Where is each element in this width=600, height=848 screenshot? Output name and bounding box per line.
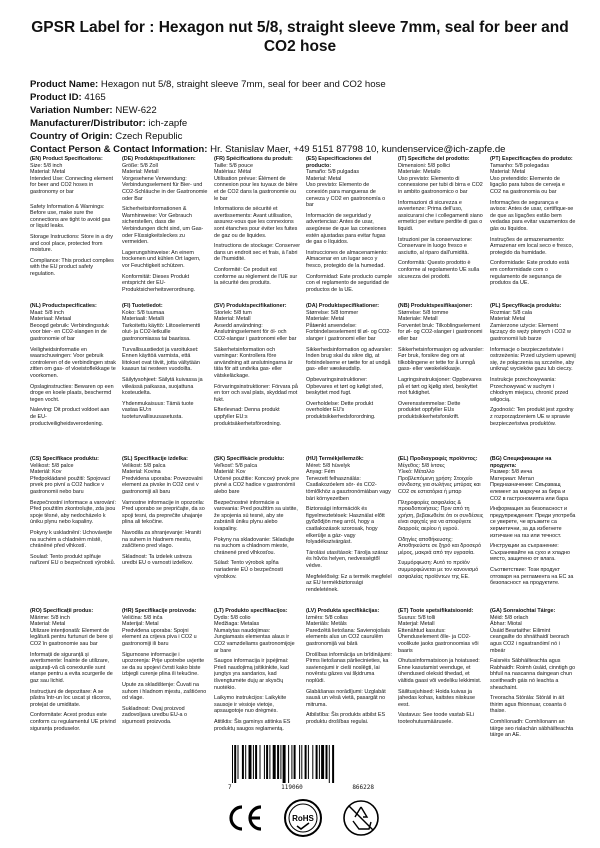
spec-line: Bezpečnostní informace a varování: Před použitím zkontrolujte, zda jsou spoje těsné, aby nedocházelo k úniku plynu nebo kapaliny. [30, 499, 116, 526]
spec-line: Lagerungshinweise: An einem trockenen und kühlen Ort lagern, vor Feuchtigkeit schützen. [122, 249, 201, 269]
spec-line: Material: Kovina [122, 469, 161, 476]
spec-line: Treoracha Stórála: Stóráil in áit thirim agus fhionnuar, cosanta ó thaise. [490, 695, 567, 715]
spec-line: Størrelse: 5/8 tommer [306, 309, 359, 316]
spacer [398, 726, 484, 730]
info-label: Variation Number: [30, 105, 113, 116]
spec-line: Informații de siguranță și avertismente: Înainte de utilizare, asigurați-vă că conexiunile sunt etanșe pentru a evita scurgerile de gaz sau lichid. [30, 651, 113, 684]
spec-heading: (ES) Especificaciones del producto: [306, 156, 372, 169]
spec-line: Material: Metal [30, 169, 66, 176]
spec-line: Materiał: Metal [490, 316, 526, 323]
spec-line: Pokyny k uskladnění: Uchovávejte na suchém a chladném místě, chráněné před vlhkostí. [30, 529, 113, 550]
spec-line: Faisnéis Sábháilteachta agus Rabhaidh: Roimh úsáid, cinntigh go bhfuil na nascanna daingean chun sceitheadh gáis nó leachta a sheachaint. [490, 658, 576, 691]
info-row [30, 104, 590, 117]
barcode-bar [283, 745, 286, 783]
barcode-bar [273, 745, 276, 779]
spacer [30, 732, 116, 736]
spec-line: Material: Metall [214, 316, 251, 323]
spec-line: Tervezett felhasználás: Csatlakozóelem sör- és CO2-tömlőkhöz a gasztronómiában vagy bári környezetben [306, 475, 391, 502]
spec-column [398, 456, 484, 626]
spec-line: Bezpečnostné informácie a varovania: Pred použitím sa uistite, že spojenia sú tesné, aby ste zabránili úniku plynu alebo kvapaliny. [214, 499, 298, 532]
spec-line: Conformité: Ce produit est conforme au règlement de l'UE sur la sécurité des produits. [214, 266, 298, 287]
spec-line: Numatytas naudojimas: Jungiamasis elementas alaus ir CO2 vamzdeliams gastronomijoje ar bare [214, 627, 295, 654]
spec-line: Předpokládané použití: Spojovací prvek pro pivní a CO2 hadice v gastronomii nebo baru [30, 475, 111, 495]
spec-line: Säilytysohjeet: Säilytä kuivassa ja viileässä paikassa, suojattuna kosteudelta. [122, 376, 203, 397]
spacer [398, 280, 484, 284]
spec-line: Προβλεπόμενη χρήση: Στοιχείο σύνδεσης για σωλήνες μπύρας και CO2 σε εστιατόρια ή μπαρ [398, 475, 481, 495]
spec-line: Υλικό: Μέταλλο [398, 469, 435, 476]
spec-heading: (GA) Sonraíochtaí Táirge: [490, 608, 556, 614]
spec-line: Yhdenmukaisuus: Tämä tuote vastaa EU:n tuoteturvallisuusasetusta. [122, 400, 194, 420]
spec-column [306, 456, 392, 626]
spacer [490, 739, 576, 743]
spec-column [214, 456, 300, 626]
spec-line: Lagringsinstruksjoner: Oppbevares på et tørt og kjølig sted, beskyttet mot fuktighet. [398, 376, 482, 397]
barcode [228, 745, 374, 783]
spec-line: Materiale: Metallo [398, 169, 441, 176]
spacer [30, 427, 116, 431]
spacer [306, 421, 392, 425]
spec-line: Naleving: Dit product voldoet aan de EU-productveiligheidsverordening. [30, 407, 110, 427]
spec-line: Materiál: Kov [214, 469, 246, 476]
spec-line: Tamaño: 5/8 pulgadas [306, 169, 360, 176]
spec-heading: (NL) Productspecificaties: [30, 303, 97, 309]
spec-line: Mărime: 5/8 inch [30, 614, 70, 621]
spec-line: Biztonsági információk és figyelmeztetések: Használat előtt győződjön meg arról, hogy a csatlakozások szorosak, hogy elkerülje a gáz- vagy folyadékszivárgást. [306, 506, 385, 546]
spec-line: Pokyny na skladovanie: Skladujte na suchom a chladnom mieste, chránené pred vlhkosťou. [214, 536, 295, 556]
barcode-bar [277, 745, 279, 779]
barcode-bar [234, 745, 236, 783]
spec-line: Conformitate: Acest produs este conform cu regulamentul UE privind siguranța produselor. [30, 712, 116, 732]
spec-line: Veličina: 5/8 inča [122, 614, 163, 621]
spec-line: Conformità: Questo prodotto è conforme al regolamento UE sulla sicurezza dei prodotti. [398, 260, 480, 280]
spec-line: Laikymo instrukcijos: Laikykite sausoje ir vėsioje vietoje, apsaugotoje nuo drėgmės. [214, 695, 287, 715]
spec-line: Материал: Метал [490, 475, 534, 482]
spec-line: Ohutusinformatsioon ja hoiatused: Enne kasutamist veenduge, et ühendused oleksid tihedad, et vältida gaasi või vedeliku lekkimist. [398, 658, 482, 684]
spec-line: Predvidena uporaba: Povezovalni element za pivske in CO2 cevi v gastronomiji ali baru [122, 475, 203, 495]
spec-line: Suurus: 5/8 tolli [398, 614, 436, 621]
spec-line: Méid: 5/8 orlach [490, 614, 529, 621]
spec-line: Säilitusjuhised: Hoida kuivas ja jahedas kohas, kaitstes niiskuse eest. [398, 688, 476, 708]
spec-line: Veiligheidsinformatie en waarschuwingen: Voor gebruik controleren of de verbindingen strak zitten om gas- of vloeistoflekkage te voorkomen. [30, 346, 116, 379]
barcode-bar [260, 745, 261, 779]
barcode-digit-group: 119060 [281, 784, 303, 791]
spec-heading: (PT) Especificações do produto: [490, 156, 573, 162]
spec-line: Informations de sécurité et avertissements: Avant utilisation, assurez-vous que les connexions sont étanches pour éviter les fuites de gaz ou de liquides. [214, 206, 298, 239]
spec-line: Размер: 5/8 инча [490, 469, 533, 476]
spec-line: Informacje o bezpieczeństwie i ostrzeżenia: Przed użyciem upewnij się, że połączenia są szczelne, aby uniknąć wycieków gazu lub cieczy. [490, 346, 576, 373]
spec-line: Overholdelse: Dette produkt overholder EU's produktsikkerhedsforordning. [306, 400, 376, 420]
spec-line: Zamierzone użycie: Element łączący do węży piwnych i CO2 w gastronomii lub barze [490, 322, 571, 342]
spec-line: Navodila za shranjevanje: Hraniti na suhem in hladnem mestu, zaščiteno pred vlago. [122, 529, 201, 550]
spec-line: Úsáid Beartaithe: Eilimint ceangailte do shnáthaidí beorach agus CO2 i ngastranóimí nó i mbeár [490, 627, 570, 654]
spacer [30, 278, 116, 282]
spec-heading: (BG) Спецификации на продукта: [490, 456, 552, 469]
barcode-bar [319, 745, 320, 779]
spec-column [30, 608, 116, 778]
spec-line: Velikost: 5/8 palce [30, 462, 74, 469]
spec-line: Ábhar: Miotal [490, 621, 522, 628]
svg-text:RoHS: RoHS [292, 814, 314, 823]
spec-line: Πληροφορίες ασφαλείας & προειδοποιήσεις: Πριν από τη χρήση, βεβαιωθείτε ότι οι συνδέσεις είναι σφιχτές για να αποφύγετε διαρροές αερίου ή υγρού. [398, 499, 484, 532]
barcode-bar [255, 745, 257, 779]
spec-line: Vastavus: See toode vastab ELi tooteohutusmäärusele. [398, 712, 475, 725]
spec-heading: (SK) Špecifikácie produktu: [214, 456, 285, 462]
info-row [30, 143, 590, 156]
spec-column [306, 156, 392, 326]
spec-line: Méret: 5/8 hüvelyk [306, 462, 351, 469]
spec-line: Velikost: 5/8 palca [122, 462, 166, 469]
spec-line: Conformidade: Este produto está em conformidade com o regulamento de segurança de produtos da UE. [490, 260, 570, 287]
spacer [214, 732, 300, 736]
spec-column [490, 303, 576, 473]
spec-line: Sikkerhetsinformasjon og advarsler: Før bruk, forsikre deg om at tilkoblingene er tette for å unngå gass- eller væskelekkasje. [398, 346, 484, 373]
spacer [214, 427, 300, 431]
spec-line: Materiaali: Metalli [122, 316, 164, 323]
ce-mark-icon [225, 798, 265, 838]
spec-heading: (RO) Specificații produs: [30, 608, 94, 614]
spec-line: Atbilstība: Šis produkts atbilst ES produktu drošības regulai. [306, 712, 386, 725]
spec-line: Materiāls: Metāls [306, 621, 347, 628]
spacer [214, 580, 300, 584]
spec-column [214, 156, 300, 326]
spec-line: Informações de segurança e avisos: Antes de usar, certifique-se de que as ligações estão bem vedadas para evitar vazamentos de gás ou líquidos. [490, 199, 576, 232]
spacer [398, 421, 484, 425]
spec-line: Materiál: Kov [30, 469, 62, 476]
spec-line: Drošības informācija un brīdinājumi: Pirms lietošanas pārliecinieties, ka savienojumi ir cieši noslēgti, lai novērstu gāzes vai šķidruma noplūdi. [306, 651, 392, 684]
spec-line: Paredzētā lietošana: Savienojošais elements alus un CO2 caurulēm gastronomijā vai bārā [306, 627, 390, 647]
info-row [30, 117, 590, 130]
spec-heading: (EL) Προδιαγραφές προϊόντος: [398, 456, 478, 462]
spec-line: Opbevaringsinstruktioner: Opbevares et tørt og køligt sted, beskyttet mod fugt. [306, 376, 383, 397]
spec-line: Avsedd användning: Anslutningselement för öl- och CO2-slangar i gastronomi eller bar [214, 322, 297, 342]
spec-line: Anyag: Fém [306, 469, 336, 476]
spec-line: Συμμόρφωση: Αυτό το προϊόν συμμορφώνεται με τον κανονισμό ασφαλείας προϊόντων της ΕΕ. [398, 560, 479, 580]
info-value: 4165 [84, 92, 106, 103]
spec-line: Soulad: Tento produkt splňuje nařízení EU o bezpečnosti výrobků. [30, 553, 116, 567]
info-value: Hexagon nut 5/8, straight sleeve 7mm, seal for beer and CO2 hose [100, 79, 386, 90]
info-value: Czech Republic [115, 131, 183, 142]
barcode-bar [308, 745, 309, 779]
spec-line: Instrucciones de almacenamiento: Almacenar en un lugar seco y fresco, protegido de la humedad. [306, 249, 388, 269]
spec-column [398, 303, 484, 473]
spec-line: Instruções de armazenamento: Armazenar em local seco e fresco, protegido da humidade. [490, 236, 573, 256]
spec-column [122, 456, 208, 626]
spec-line: Materijal: Metal [122, 621, 159, 628]
barcode-bar [329, 745, 330, 783]
spec-line: Veľkosť: 5/8 palca [214, 462, 258, 469]
spec-block [30, 156, 582, 326]
spec-heading: (HR) Specifikacije proizvoda: [122, 608, 197, 614]
barcode-bar [242, 745, 244, 779]
spec-line: Overensstemmelse: Dette produktet oppfyller EUs produktsikkerhetsforskrift. [398, 400, 461, 420]
spec-line: Uso pretendido: Elemento de ligação para tubos de cerveja e CO2 na gastronomia ou bar [490, 175, 565, 195]
spec-line: Sikkerhedsinformation og advarsler: Inden brug skal du sikre dig, at forbindelserne er tætte for at undgå gas- eller væskeudslip. [306, 346, 392, 373]
spec-column [214, 303, 300, 473]
spec-heading: (NB) Produktspesifikasjoner: [398, 303, 473, 309]
info-label: Country of Origin: [30, 131, 113, 142]
spec-line: Sigurnosne informacije i upozorenja: Prije upotrebe uvjerite se da su spojevi čvrsti kako biste izbjegli curenje plina ili tekućine. [122, 651, 205, 678]
spec-line: Glabāšanas norādījumi: Uzglabāt sausā un vēsā vietā, pasargāt no mitruma. [306, 688, 386, 708]
barcode-bar [291, 745, 292, 779]
spec-heading: (DE) Produktspezifikationen: [122, 156, 196, 162]
spacer [398, 580, 484, 584]
spec-column [306, 303, 392, 473]
spec-line: Materjal: Metall [398, 621, 435, 628]
spec-line: Upute za skladištenje: Čuvati na suhom i hladnom mjestu, zaštićeno od vlage. [122, 681, 207, 702]
spec-line: Conformidad: Este producto cumple con el reglamento de seguridad de productos de la UE. [306, 273, 392, 293]
spec-line: Koko: 5/8 tuumaa [122, 309, 165, 316]
spec-line: Predviđena uporaba: Spojni element za crijeva piva i CO2 u gastronomiji ili baru [122, 627, 197, 647]
spec-line: Compliance: This product complies with the EU product safety regulation. [30, 257, 114, 277]
spec-heading: (FR) Spécifications du produit: [214, 156, 293, 162]
spec-line: Предназначение: Свързващ елемент за маркучи за бира и CO2 в гастрономията или бара [490, 482, 569, 502]
spec-heading: (IT) Specifiche del prodotto: [398, 156, 470, 162]
spec-line: Matériau: Métal [214, 169, 252, 176]
spec-line: Size: 5/8 inch [30, 162, 63, 169]
info-value: ich-zapfe [148, 118, 188, 129]
spec-line: Størrelse: 5/8 tomme [398, 309, 449, 316]
spec-heading: (SL) Specifikacije izdelka: [122, 456, 188, 462]
barcode-bar [301, 745, 302, 779]
info-label: Product Name: [30, 79, 99, 90]
spec-line: Rozmiar: 5/8 cala [490, 309, 532, 316]
spec-line: Izmērs: 5/8 collas [306, 614, 348, 621]
spec-line: Tárolási utasítások: Tárolja száraz és hűvös helyen, nedvességtől védve. [306, 549, 388, 569]
rohs-icon [283, 798, 323, 838]
barcode-bar [253, 745, 254, 779]
spec-column [30, 156, 116, 326]
spec-line: Konformität: Dieses Produkt entspricht der EU-Produktsicherheitsverordnung. [122, 273, 196, 293]
spec-column [490, 456, 576, 626]
spec-line: Instrucțiuni de depozitare: A se păstra într-un loc uscat și răcoros, protejat de umiditate. [30, 688, 112, 708]
spec-column [398, 156, 484, 326]
spec-line: Съответствие: Този продукт отговаря на регламента на ЕС за безопасност на продуктите. [490, 566, 574, 587]
spec-line: Storlek: 5/8 tum [214, 309, 252, 316]
spec-column [490, 156, 576, 326]
spec-line: Instructions de stockage: Conserver dans un endroit sec et frais, à l'abri de l'humidité. [214, 243, 300, 263]
spec-column [122, 156, 208, 326]
spec-line: Turvallisuustiedot ja varoitukset: Ennen käyttöä varmista, että liitokset ovat tiiviit, jotta vältytään kaasun tai nesteen vuodoilta. [122, 346, 200, 373]
barcode-digit-group: 7 [228, 784, 232, 791]
spec-line: Istruzioni per la conservazione: Conservare in luogo fresco e asciutto, al riparo dall'umidità. [398, 236, 473, 256]
spec-line: Vorgesehene Verwendung: Verbindungselement für Bier- und CO2-Schläuche in der Gastronomie oder Bar [122, 175, 208, 202]
barcode-bar [249, 745, 252, 779]
barcode-bar [316, 745, 318, 779]
spec-line: Megfelelőség: Ez a termék megfelel az EU termékbiztonsági rendeletének. [306, 573, 392, 593]
spec-heading: (HU) Termékjellemzők: [306, 456, 364, 462]
spec-line: Инструкции за съхранение: Съхранявайте на сухо и хладно място, защитено от влага. [490, 543, 571, 563]
spec-line: Forventet bruk: Tilkoblingselement for øl- og CO2-slanger i gastronomi eller bar [398, 322, 483, 342]
barcode-bar [232, 745, 233, 783]
info-row [30, 91, 590, 104]
spec-line: Určené použitie: Koncový prvok pre pivné a CO2 hadice v gastronómii alebo bare [214, 475, 300, 495]
spec-line: Storage Instructions: Store in a dry and cool place, protected from moisture. [30, 233, 113, 254]
spec-line: Saugos informacija ir įspėjimai: Prieš naudojimą įsitikinkite, kad jungtys yra sandarios, kad išvengtumėte dujų ar skysčių nuotėkio. [214, 658, 289, 691]
spec-line: Materiale: Metall [398, 316, 438, 323]
barcode-bar [269, 745, 270, 779]
spec-heading: (FI) Tuotetiedot: [122, 303, 163, 309]
spec-line: Materiaal: Metaal [30, 316, 72, 323]
spacer [306, 293, 392, 297]
info-label: Product ID: [30, 92, 82, 103]
spec-line: Οδηγίες αποθήκευσης: Αποθηκεύστε σε ξηρό και δροσερό μέρος, μακριά από την υγρασία. [398, 536, 482, 556]
spec-heading: (EN) Product Specifications: [30, 156, 103, 162]
spec-line: Dimensioni: 5/8 pollici [398, 162, 451, 169]
spec-line: Comhlíonadh: Comhlíonann an táirge seo rialachán sábháilteachta táirge an AE. [490, 718, 574, 739]
spec-line: Atitiktis: Šis gaminys atitinka ES produktų saugos reglamentą. [214, 718, 291, 732]
barcode-bar [264, 745, 265, 779]
spec-line: Skladnost: Ta izdelek ustreza uredbi EU o varnosti izdelkov. [122, 553, 193, 567]
spacer [122, 293, 208, 297]
info-label: Manufacturer/Distributor: [30, 118, 146, 129]
barcode-bar [332, 745, 334, 783]
barcode-bar [326, 745, 328, 779]
spec-line: Zgodność: Ten produkt jest zgodny z rozporządzeniem UE w sprawie bezpieczeństwa produktów. [490, 407, 574, 427]
barcode-digits [228, 784, 374, 791]
spacer [490, 587, 576, 591]
spec-heading: (LT) Produkto specifikacijos: [214, 608, 288, 614]
barcode-bar [321, 745, 324, 779]
barcode-bar [294, 745, 296, 779]
spec-column [122, 608, 208, 778]
spec-heading: (LV) Produkta specifikācijas: [306, 608, 380, 614]
spec-line: Μέγεθος: 5/8 ίντσες [398, 462, 445, 469]
spec-line: Instrukcje przechowywania: Przechowywać w suchym i chłodnym miejscu, chronić przed wilgocią. [490, 376, 569, 403]
barcode-bar [305, 745, 307, 779]
spec-line: Beoogd gebruik: Verbindingsstuk voor bier- en CO2-slangen in de gastronomie of bar [30, 322, 109, 342]
info-value: Hr. Stanislav Maer, +49 5151 87798 10, kundenservice@ich-zapfe.de [210, 144, 506, 155]
spec-line: Utilisation prévue: Élément de connexion pour les tuyaux de bière et de CO2 dans la gastronomie ou le bar [214, 175, 298, 202]
spacer [306, 593, 392, 597]
spec-line: Material: Metall [122, 169, 159, 176]
spec-heading: (DA) Produktspecifikationer: [306, 303, 380, 309]
spec-heading: (CS) Specifikace produktu: [30, 456, 99, 462]
spec-line: Ettenähtud kasutus: Ühenduselement õlle- ja CO2-voolikute jaoks gastronoomias või baaris [398, 627, 479, 654]
info-row [30, 78, 590, 91]
page-title: GPSR Label for : Hexagon nut 5/8, straight sleeve 7mm, seal for beer and CO2 hose [31, 19, 569, 55]
spec-line: Safety Information & Warnings: Before use, make sure the connections are tight to avoid gas or liquid leaks. [30, 203, 111, 230]
spec-line: Efterlevnad: Denna produkt uppfyller EU:s produktsäkerhetsförordning. [214, 407, 282, 427]
spacer [490, 287, 576, 291]
spec-line: Material: Metal [490, 169, 526, 176]
spec-line: Varnostne informacije in opozorila: Pred uporabo se prepričajte, da so spoji tesni, da preprečite uhajanje plina ali tekočine. [122, 499, 205, 526]
spec-line: Información de seguridad y advertencias: Antes de usar, asegúrese de que las conexiones estén ajustadas para evitar fugas de gas o líquidos. [306, 212, 387, 246]
spacer [30, 567, 116, 571]
spec-heading: (SV) Produktspecifikationer: [214, 303, 287, 309]
spacer [122, 726, 208, 730]
spec-line: Dydis: 5/8 colio [214, 614, 251, 621]
spec-line: Информация за безопасност и предупреждения: Преди употреба се уверете, че връзките са херметични, за да избегнете изтичане на газ или течност. [490, 506, 576, 539]
barcode-bar [288, 745, 289, 783]
spec-line: Maat: 5/8 inch [30, 309, 64, 316]
spacer [122, 567, 208, 571]
barcode-bar [299, 745, 300, 779]
spec-block [30, 303, 582, 473]
spec-line: Utilizare intenționată: Element de legătură pentru furtunuri de bere și CO2 în gastronomie sau bar [30, 627, 113, 647]
compliance-icons [190, 797, 416, 839]
spec-heading: (ET) Toote spetsifikatsioonid: [398, 608, 474, 614]
spec-line: Material: Metal [30, 621, 66, 628]
info-row [30, 130, 590, 143]
spec-line: Súlad: Tento výrobok spĺňa nariadenie EÚ o bezpečnosti výrobkov. [214, 560, 283, 580]
spec-column [30, 303, 116, 473]
barcode-bar [266, 745, 268, 779]
barcode-bar [280, 745, 281, 779]
spec-line: Größe: 5/8 Zoll [122, 162, 158, 169]
spec-line: Uso previsto: Elemento di connessione per tubi di birra e CO2 in ambito gastronomico o bar [398, 175, 483, 195]
spec-line: Taille: 5/8 pouce [214, 162, 253, 169]
barcode-bar [238, 745, 239, 779]
spec-column [30, 456, 116, 626]
spec-column [122, 303, 208, 473]
spec-column [398, 608, 484, 778]
spacer [122, 421, 208, 425]
spec-line: Uso previsto: Elemento de conexión para mangueras de cerveza y CO2 en gastronomía o bar [306, 182, 386, 209]
spec-line: Sukladnost: Ovaj proizvod zadovoljava uredbu EU-a o sigurnosti proizvoda. [122, 705, 188, 725]
spacer [306, 726, 392, 730]
spec-line: Materiale: Metal [306, 316, 345, 323]
product-info [30, 78, 590, 156]
barcode-bar [312, 745, 313, 779]
spec-line: Medžiaga: Metalas [214, 621, 260, 628]
spec-line: Material: Metal [306, 175, 342, 182]
spacer [214, 287, 300, 291]
spec-column [490, 608, 576, 778]
recycle-icon [341, 798, 381, 838]
barcode-digit-group: 866228 [352, 784, 374, 791]
spec-line: Intended Use: Connecting element for beer and CO2 hoses in gastronomy or bar [30, 175, 114, 195]
spec-heading: (PL) Specyfikacja produktu: [490, 303, 562, 309]
spec-line: Påtænkt anvendelse: Forbindelseselement til øl- og CO2-slanger i gastronomi eller bar [306, 322, 392, 342]
spec-block [30, 456, 582, 626]
spec-line: Tamanho: 5/8 polegadas [490, 162, 550, 169]
info-value: NEW-622 [115, 105, 157, 116]
spec-line: Informazioni di sicurezza e avvertenze: Prima dell'uso, assicurarsi che i collegamenti siano ermetici per evitare perdite di gas o liquidi. [398, 199, 483, 232]
spec-line: Sicherheitsinformationen & Warnhinweise: Vor Gebrauch sicherstellen, dass die Verbindungen dicht sind, um Gas- oder Flüssigkeitsleckes zu vermeiden. [122, 206, 204, 246]
barcode-bar [245, 745, 246, 779]
spec-line: Förvaringsinstruktioner: Förvara på en torr och sval plats, skyddad mot fukt. [214, 383, 298, 403]
spec-line: Tarkoitettu käyttö: Liitoselementti olut- ja CO2-letkuille gastronomiassa tai baarissa. [122, 322, 201, 342]
spacer [490, 427, 576, 431]
info-label: Contact Person & Contact Information: [30, 144, 208, 155]
spec-line: Säkerhetsinformation och varningar: Kontrollera före användning att anslutningarna är täta för att undvika gas- eller vätskeläckage. [214, 346, 293, 379]
spec-line: Opslaginstructies: Bewaren op een droge en koele plaats, beschermd tegen vocht. [30, 383, 114, 403]
